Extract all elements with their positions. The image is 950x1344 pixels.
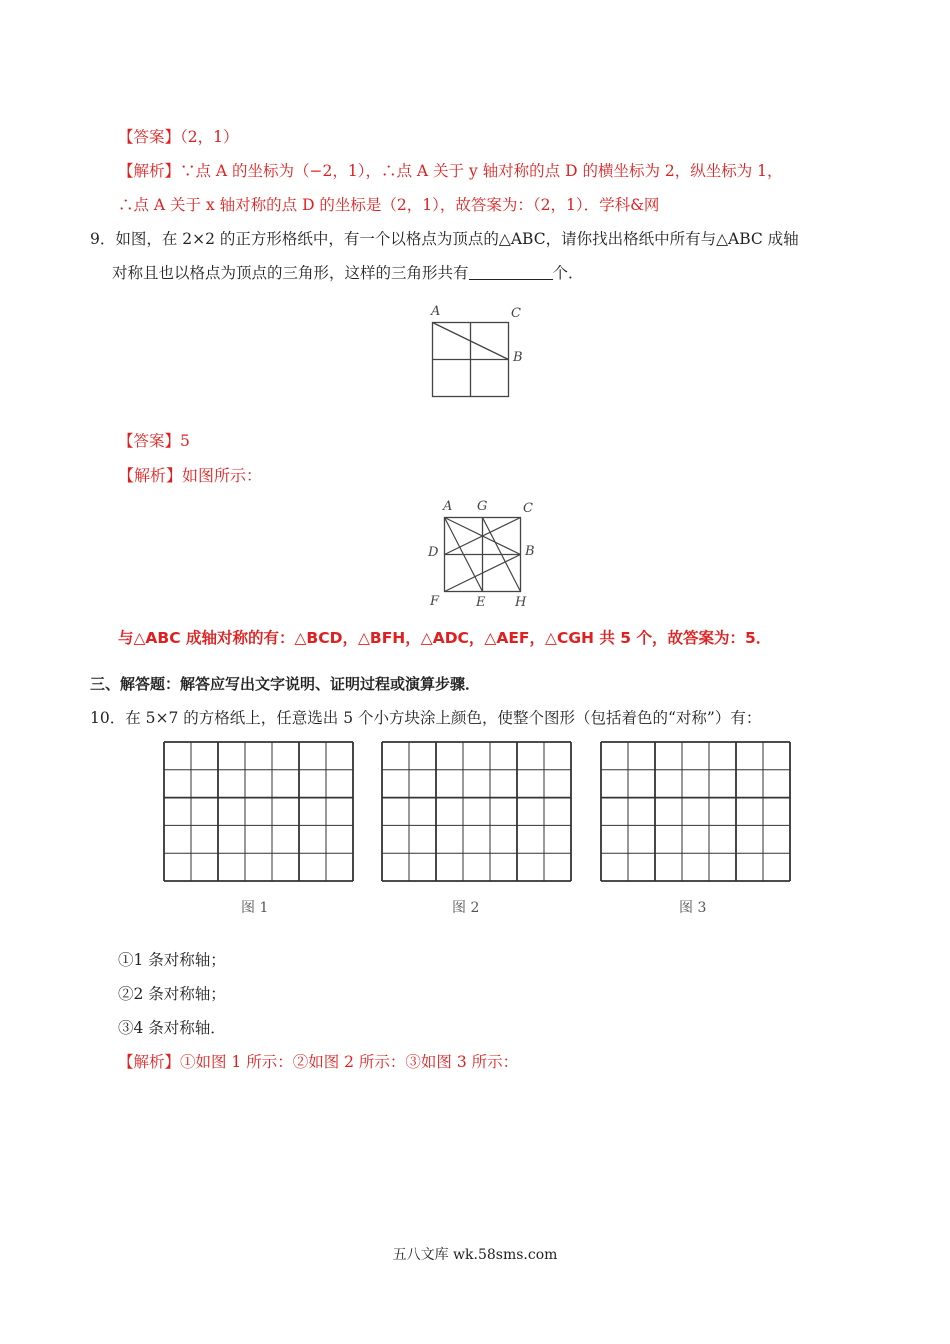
section3-heading: 三、解答题：解答应写出文字说明、证明过程或演算步骤． <box>90 675 481 693</box>
q10-stem: 10．在 5×7 的方格纸上，任意选出 5 个小方块涂上颜色，使整个图形（包括着色的“对称”）有： <box>90 709 762 727</box>
q10-grid-2 <box>381 741 572 882</box>
q9-stem-line1: 9．如图，在 2×2 的正方形格纸中，有一个以格点为顶点的△ABC，请你找出格纸中所有与△ABC 成轴 <box>90 230 799 248</box>
grid-5x7-svg <box>163 741 354 882</box>
label-d: D <box>428 545 439 560</box>
q10-item-1: ①1 条对称轴； <box>118 951 226 969</box>
q10-item-3: ③4 条对称轴． <box>118 1019 226 1037</box>
label-c: C <box>511 306 521 321</box>
q9-solution-svg <box>444 517 522 593</box>
label-b: B <box>513 350 523 365</box>
q10-grid-1 <box>163 741 354 882</box>
q8-analysis-line2: ∴点 A 关于 x 轴对称的点 D 的坐标是（2，1），故答案为：（2，1）．学科&网 <box>118 196 660 214</box>
q9-solution-figure <box>428 499 535 610</box>
label-c: C <box>523 501 533 516</box>
q10-item-2: ②2 条对称轴； <box>118 985 226 1003</box>
q9-figure-grid <box>431 304 523 398</box>
label-a: A <box>431 304 441 319</box>
q10-grid-3 <box>600 741 791 882</box>
label-g: G <box>477 499 488 514</box>
q9-analysis: 【解析】如图所示： <box>118 466 263 485</box>
q9-conclusion: 与△ABC 成轴对称的有：△BCD，△BFH，△ADC，△AEF，△CGH 共 5 个，故答案为：5． <box>118 629 772 647</box>
label-f: F <box>430 594 440 609</box>
q9-stem-suffix: 个． <box>552 264 584 282</box>
q9-answer: 【答案】5 <box>118 432 190 450</box>
label-b: B <box>525 544 535 559</box>
q8-answer: 【答案】（2，1） <box>118 128 239 146</box>
q8-analysis-line1: 【解析】∵点 A 的坐标为（−2，1），∴点 A 关于 y 轴对称的点 D 的横坐标为 2，纵坐标为 1， <box>118 162 783 180</box>
q10-caption-1: 图 1 <box>241 900 269 916</box>
q10-caption-3: 图 3 <box>679 900 707 916</box>
q9-stem-text: 对称且也以格点为顶点的三角形，这样的三角形共有 <box>112 264 469 282</box>
q10-caption-2: 图 2 <box>452 900 480 916</box>
grid-5x7-svg <box>600 741 791 882</box>
label-e: E <box>476 595 486 610</box>
label-h: H <box>515 595 527 610</box>
q9-answer-blank <box>469 263 553 280</box>
q10-analysis: 【解析】①如图 1 所示：②如图 2 所示：③如图 3 所示： <box>118 1053 519 1071</box>
q9-stem-line2 <box>112 262 584 284</box>
label-a: A <box>443 499 453 514</box>
grid-5x7-svg <box>381 741 572 882</box>
page-footer: 五八文库 wk.58sms.com <box>392 1247 558 1263</box>
q9-grid-svg <box>432 322 510 398</box>
